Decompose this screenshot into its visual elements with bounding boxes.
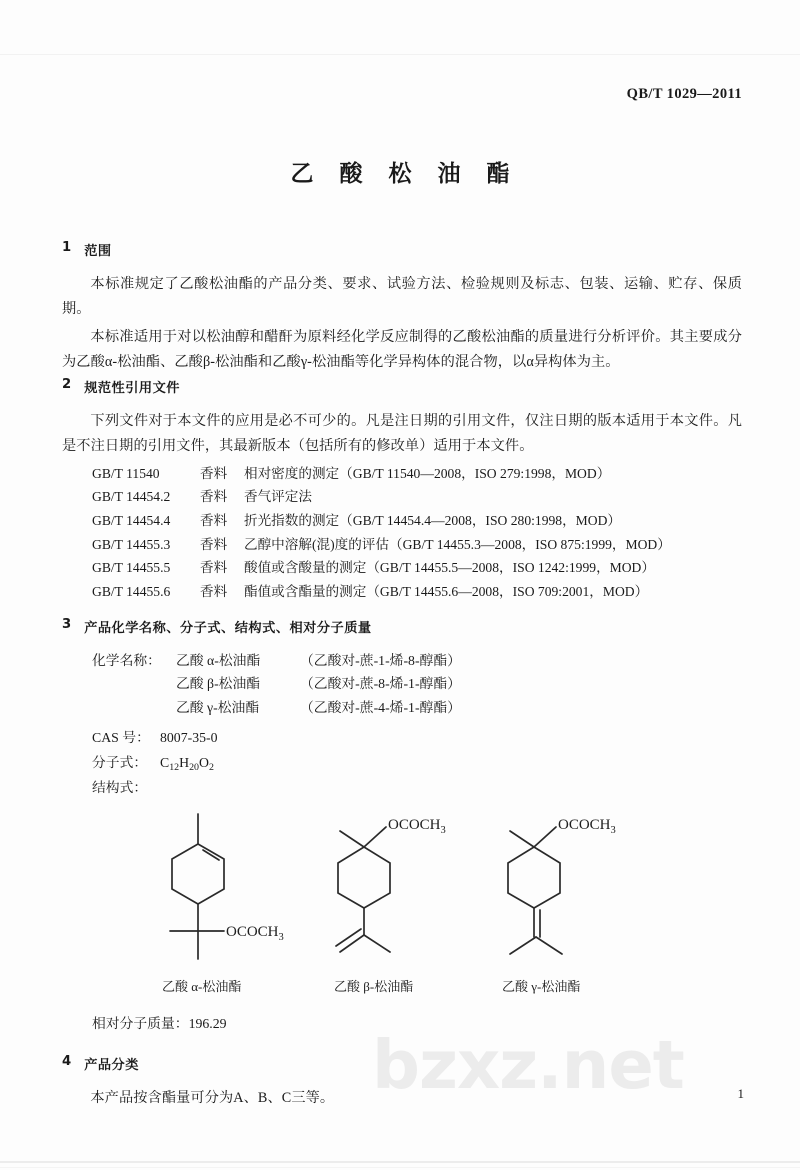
beta-ester-label: $OCOCH_3$ [388, 817, 446, 836]
chemical-alt-name-alpha: （乙酸对-蔗-1-烯-8-醇酯） [300, 652, 461, 668]
clause-2-paragraph-1: 下列文件对于本文件的应用是必不可少的。凡是注日期的引用文件，仅注日期的版本适用于本文件。凡是不注日期的引用文件，其最新版本（包括所有的修改单）适用于本文件。 [62, 413, 742, 455]
reference-code: GB/T 14454.2 [92, 489, 171, 505]
standard-code-header: QB/T 1029—2011 [626, 86, 742, 102]
chemical-name-row [92, 672, 742, 696]
reference-kind: 香料 [200, 583, 228, 599]
structure-diagrams [62, 809, 742, 974]
normative-reference-list [62, 462, 742, 604]
chemical-names-label: 化学名称： [92, 652, 161, 668]
document-content [62, 240, 742, 1113]
reference-code: GB/T 14455.6 [92, 583, 171, 599]
formula-oxygen-count: 2 [208, 761, 214, 773]
page-number: 1 [737, 1086, 744, 1101]
structure-diagram-alpha [158, 809, 318, 974]
formula-carbon: C [160, 754, 170, 770]
clause-number-3: 3 [62, 616, 72, 632]
reference-description: 香气评定法 [244, 489, 312, 505]
clause-1-paragraph-2: 本标准适用于对以松油醇和醋酐为原料经化学反应制得的乙酸松油酯的质量进行分析评价。其主要成分为乙酸α-松油酯、乙酸β-松油酯和乙酸γ-松油酯等化学异构体的混合物，以α异构体为主。 [62, 328, 742, 370]
reference-description: 酯值或含酯量的测定（GB/T 14455.6—2008，ISO 709:2001，MOD） [244, 583, 649, 599]
reference-kind: 香料 [200, 465, 228, 481]
clause-number-1: 1 [62, 240, 72, 255]
page-title: 乙 酸 松 油 酯 [290, 161, 519, 187]
reference-description: 酸值或含酸量的测定（GB/T 14455.5—2008，ISO 1242:1999，MOD） [244, 560, 655, 576]
clause-number-4: 4 [62, 1054, 72, 1069]
alpha-skeleton [170, 814, 224, 959]
clause-1-paragraph-1: 本标准规定了乙酸松油酯的产品分类、要求、试验方法、检验规则及标志、包装、运输、贮存、保质期。 [62, 276, 742, 318]
structure-label: 结构式： [92, 780, 148, 796]
structure-caption-gamma: 乙酸 γ-松油酯 [502, 979, 581, 994]
formula-label: 分子式： [92, 754, 148, 770]
scan-edge-bottom [0, 1161, 800, 1163]
chemical-name-alpha: 乙酸 α-松油酯 [176, 652, 261, 668]
chemical-name-row [92, 696, 742, 720]
reference-code: GB/T 14454.4 [92, 512, 171, 528]
reference-code: GB/T 14455.3 [92, 536, 171, 552]
reference-item [62, 533, 742, 557]
reference-description: 相对密度的测定（GB/T 11540—2008，ISO 279:1998，MOD） [244, 465, 611, 481]
clause-heading-2 [62, 377, 742, 396]
reference-kind: 香料 [200, 536, 228, 552]
clause-4-paragraph-1: 本产品按含酯量可分为A、B、C三等。 [90, 1090, 335, 1106]
reference-kind: 香料 [200, 489, 228, 505]
clause-heading-3 [62, 617, 742, 636]
clause-title-2: 规范性引用文件 [84, 381, 180, 397]
chemical-name-beta: 乙酸 β-松油酯 [176, 676, 261, 692]
cas-label: CAS 号： [92, 729, 150, 745]
formula-hydrogen-count: 20 [189, 761, 200, 773]
reference-kind: 香料 [200, 560, 228, 576]
reference-item [62, 485, 742, 509]
chemical-alt-name-beta: （乙酸对-蔗-8-烯-1-醇酯） [300, 676, 461, 692]
structure-caption-beta: 乙酸 β-松油酯 [334, 979, 414, 994]
reference-item [62, 556, 742, 580]
scan-edge-bottom-secondary [0, 1167, 800, 1168]
cas-value: 8007-35-0 [160, 729, 218, 745]
formula-row [92, 751, 742, 777]
structure-captions [62, 976, 742, 1002]
clause-title-1: 范围 [84, 244, 112, 259]
structure-diagram-gamma [498, 809, 658, 974]
scan-edge-top [0, 54, 800, 55]
molecular-mass-row [62, 1012, 742, 1032]
identifier-block [62, 726, 742, 801]
reference-description: 乙醇中溶解(混)度的评估（GB/T 14455.3—2008，ISO 875:1999，MOD） [244, 536, 671, 552]
chemical-name-gamma: 乙酸 γ-松油酯 [176, 699, 260, 715]
molecular-formula [160, 751, 214, 777]
clause-heading-1 [62, 240, 742, 259]
reference-item [62, 462, 742, 486]
cas-row [92, 726, 742, 751]
reference-code: GB/T 14455.5 [92, 560, 171, 576]
clause-title-4: 产品分类 [84, 1058, 139, 1073]
gamma-ester-label: $OCOCH_3$ [558, 817, 616, 836]
reference-kind: 香料 [200, 512, 228, 528]
chemical-name-row [92, 649, 742, 673]
reference-item [62, 580, 742, 604]
formula-hydrogen: H [179, 754, 190, 770]
alpha-ester-label: $OCOCH_3$ [226, 924, 284, 943]
molecular-mass-label: 相对分子质量： [92, 1016, 189, 1031]
chemical-alt-name-gamma: （乙酸对-蔗-4-烯-1-醇酯） [300, 699, 461, 715]
clause-heading-4 [62, 1054, 742, 1073]
chemical-names-block [62, 649, 742, 720]
structure-caption-alpha: 乙酸 α-松油酯 [162, 979, 242, 994]
formula-oxygen: O [199, 754, 209, 770]
molecular-mass-value: 196.29 [188, 1016, 227, 1031]
watermark: bzxz.net [372, 1026, 684, 1104]
clause-number-2: 2 [62, 377, 72, 393]
reference-description: 折光指数的测定（GB/T 14454.4—2008，ISO 280:1998，MOD） [244, 512, 621, 528]
reference-code: GB/T 11540 [92, 465, 160, 481]
structure-label-row [92, 776, 742, 801]
clause-title-3: 产品化学名称、分子式、结构式、相对分子质量 [84, 620, 372, 636]
gamma-skeleton [508, 827, 562, 954]
formula-carbon-count: 12 [169, 761, 180, 773]
structure-diagram-beta [328, 809, 488, 974]
beta-skeleton [336, 827, 390, 952]
reference-item [62, 509, 742, 533]
